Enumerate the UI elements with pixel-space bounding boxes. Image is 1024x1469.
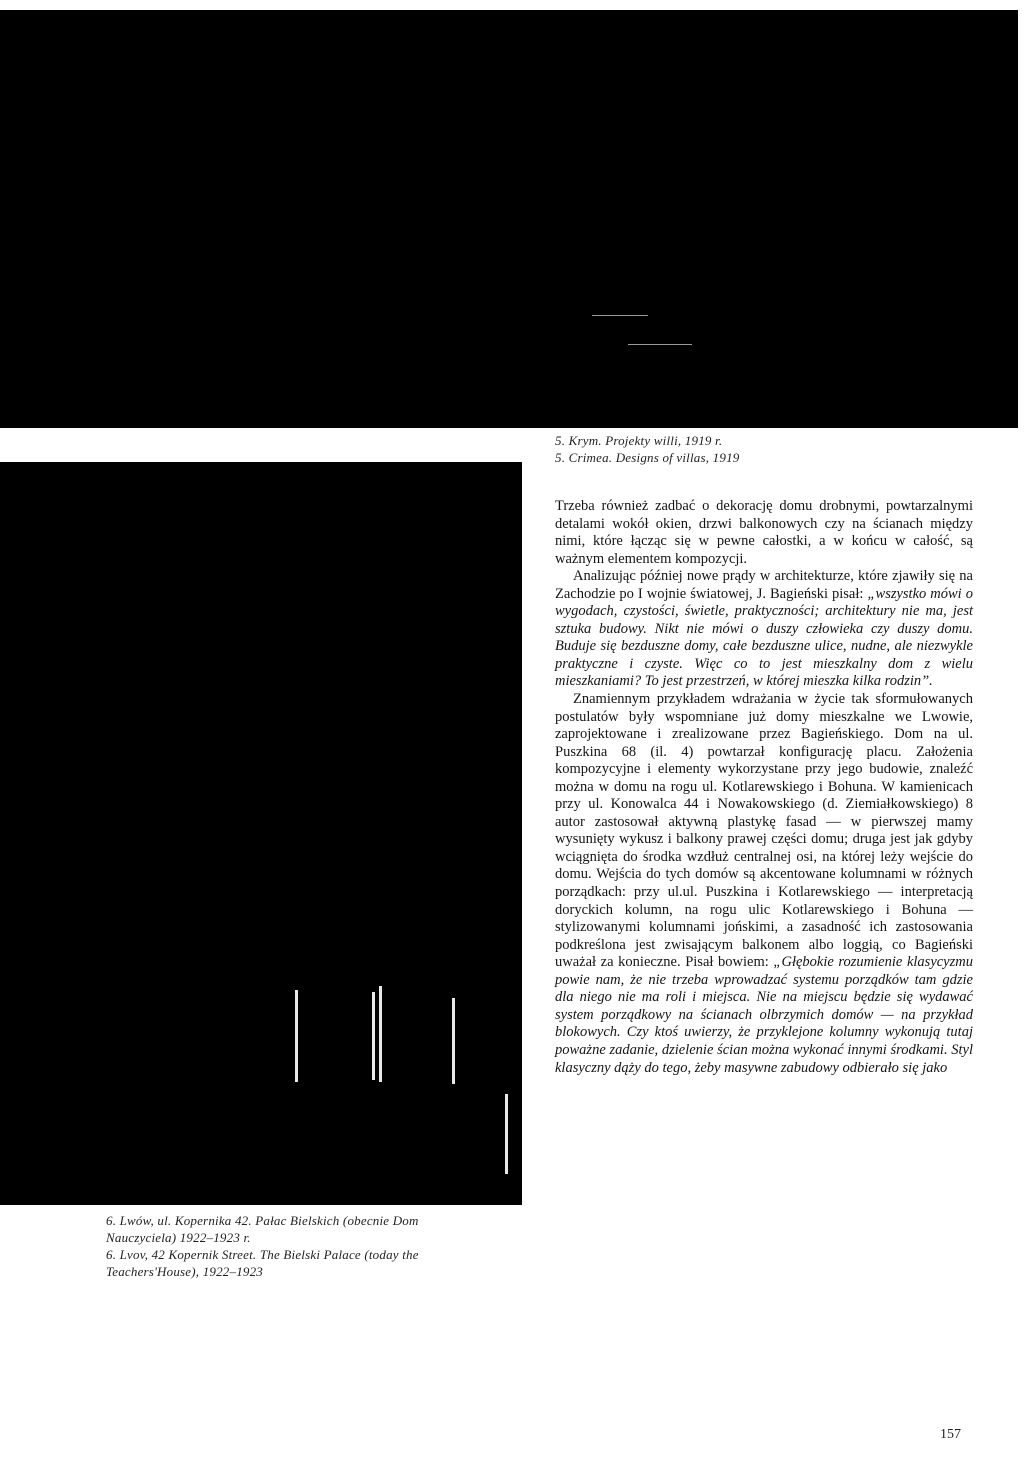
paragraph-2-intro: Analizując później nowe prądy w architekturze, które zjawiły się na Zachodzie po I wojnie światowej, J. Bagieński pisał: <box>555 568 973 602</box>
photo-column-detail <box>372 992 375 1080</box>
photo-column-detail <box>379 986 382 1082</box>
photo-column-detail <box>452 998 455 1084</box>
caption-line: 6. Lvov, 42 Kopernik Street. The Bielski Palace (today the <box>106 1247 419 1262</box>
body-text-column <box>555 498 973 1077</box>
page-number: 157 <box>940 1427 961 1442</box>
photo-detail-line <box>592 315 648 316</box>
caption-english: 5. Crimea. Designs of villas, 1919 <box>555 450 740 465</box>
caption-line: 6. Lwów, ul. Kopernika 42. Pałac Bielskich (obecnie Dom <box>106 1213 419 1228</box>
photo-column-detail <box>505 1094 508 1174</box>
photo-column-detail <box>295 990 298 1082</box>
caption-line: Teachers'House), 1922–1923 <box>106 1264 263 1279</box>
paragraph-3-quote: „Głębokie rozumienie klasycyzmu powie nam, że nie trzeba wprowadzać systemu porządków tam gdzie dla niego nie ma roli i miejsca. Nie na miejscu będzie się wydawać system porządkowy na ścianach olbrzymich domów — na przykład blokowych. Czy ktoś uwierzy, że przyklejone kolumny wykonują tutaj poważne zadanie, dzielenie ścian można wykonać innymi środkami. Styl klasyczny dąży do tego, żeby masywne zabudowy odbierało się jako <box>555 954 973 1076</box>
paragraph-1: Trzeba również zadbać o dekorację domu drobnymi, powtarzalnymi detalami wokół okien, drzwi balkonowych czy na ścianach między nimi, które łącząc się w pewne całostki, a w końcu w całość, są ważnym elementem kompozycji. <box>555 498 973 567</box>
figure-5-photo <box>0 10 1018 428</box>
figure-5-caption <box>555 432 739 466</box>
paragraph-2-quote: „wszystko mówi o wygodach, czystości, świetle, praktyczności; architektury nie ma, jest sztuka budowy. Nikt nie mówi o duszy człowieka czy duszy domu. Buduje się bezduszne domy, całe bezduszne ulice, nudne, ale niezwykle praktyczne i czyste. Więc co to jest mieszkalny dom z wielu mieszkaniami? To jest przestrzeń, w której mieszka kilka rodzin”. <box>555 585 973 690</box>
paragraph-2 <box>555 568 973 691</box>
figure-6-photo <box>0 462 522 1205</box>
paragraph-3 <box>555 691 973 1077</box>
paragraph-3-text: Znamiennym przykładem wdrażania w życie tak sformułowanych postulatów były wspomniane już domy mieszkalne we Lwowie, zaprojektowane i zrealizowane przez Bagieńskiego. Dom na ul. Puszkina 68 (il. 4) powtarzał konfigurację placu. Założenia kompozycyjne i elementy wykorzystane przy jego budowie, znaleźć można w domu na rogu ul. Kotlarewskiego i Bohuna. W kamienicach przy ul. Konowalca 44 i Nowakowskiego (d. Ziemiałkowskiego) 8 autor zastosował aktywną plastykę fasad — w pierwszej mamy wysunięty wykusz i balkony prawej części domu; druga jest jak gdyby wciągnięta do środka wzdłuż centralnej osi, na której leży wejście do domu. Wejścia do tych domów są akcentowane kolumnami w różnych porządkach: przy ul.ul. Puszkina i Kotlarewskiego — interpretacją doryckich kolumn, na rogu ulic Kotlarewskiego i Bohuna — stylizowanymi kolumnami jońskimi, a zasadność ich zastosowania podkreślona jest zwisającym balkonem albo loggią, co Bagieński uważał za konieczne. Pisał bowiem: <box>555 691 973 971</box>
caption-polish: 5. Krym. Projekty willi, 1919 r. <box>555 433 723 448</box>
caption-line: Nauczyciela) 1922–1923 r. <box>106 1230 251 1245</box>
figure-6-caption <box>106 1212 419 1280</box>
photo-detail-line <box>628 344 692 345</box>
